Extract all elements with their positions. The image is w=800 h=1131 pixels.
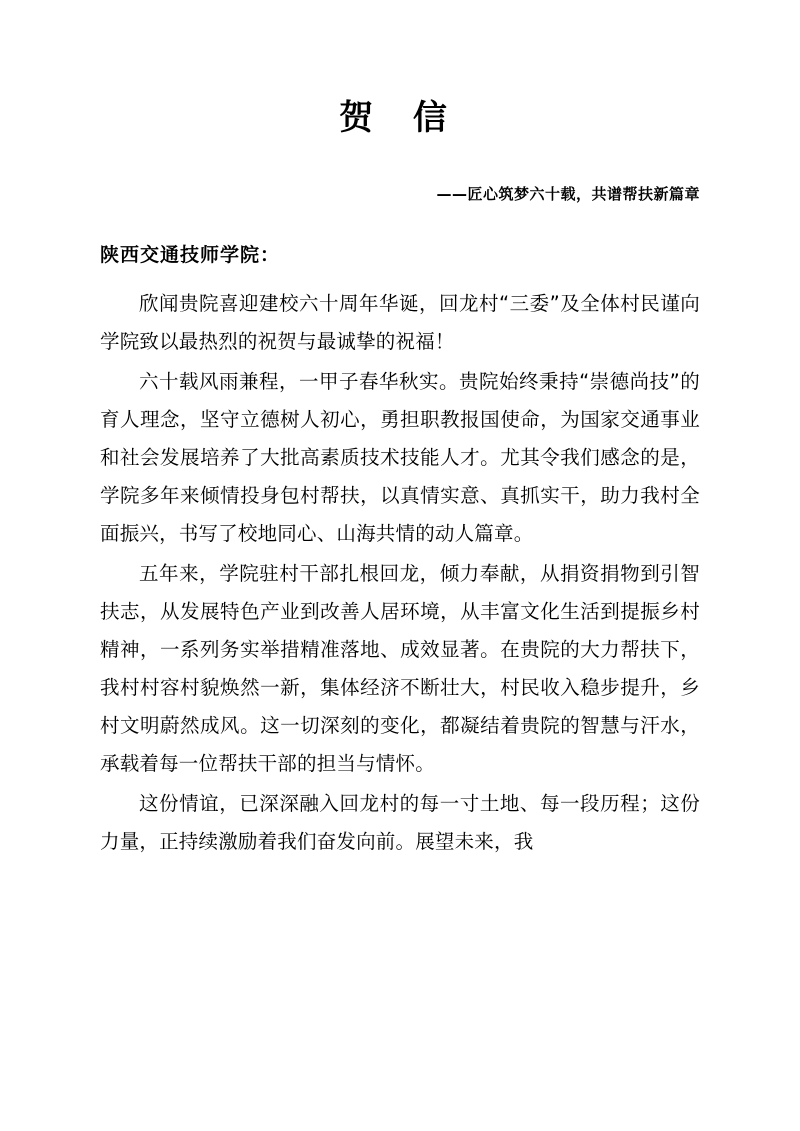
body-paragraph: 五年来，学院驻村干部扎根回龙，倾力奉献，从捐资捐物到引智扶志，从发展特色产业到改善人居环境，从丰富文化生活到提振乡村精神，一系列务实举措精准落地、成效显著。在贵院的大力帮扶下，我村村容村貌焕然一新，集体经济不断壮大，村民收入稳步提升，乡村文明蔚然成风。这一切深刻的变化，都凝结着贵院的智慧与汗水，承载着每一位帮扶干部的担当与情怀。 — [100, 561, 700, 775]
body-paragraph: 欣闻贵院喜迎建校六十周年华诞，回龙村“三委”及全体村民谨向学院致以最热烈的祝贺与最诚挚的祝福！ — [100, 291, 700, 353]
body-paragraph: 六十载风雨兼程，一甲子春华秋实。贵院始终秉持“崇德尚技”的育人理念，坚守立德树人初心，勇担职教报国使命，为国家交通事业和社会发展培养了大批高素质技术技能人才。尤其令我们感念的是，学院多年来倾情投身包村帮扶，以真情实意、真抓实干，助力我村全面振兴，书写了校地同心、山海共情的动人篇章。 — [100, 369, 700, 545]
document-subtitle: ——匠心筑梦六十载，共谱帮扶新篇章 — [436, 184, 700, 203]
body-paragraph: 这份情谊，已深深融入回龙村的每一寸土地、每一段历程；这份力量，正持续激励着我们奋发向前。展望未来，我 — [100, 792, 700, 854]
document-body — [100, 267, 700, 861]
salutation: 陕西交通技师学院： — [100, 243, 281, 266]
page-title: 贺 信 — [339, 98, 461, 138]
